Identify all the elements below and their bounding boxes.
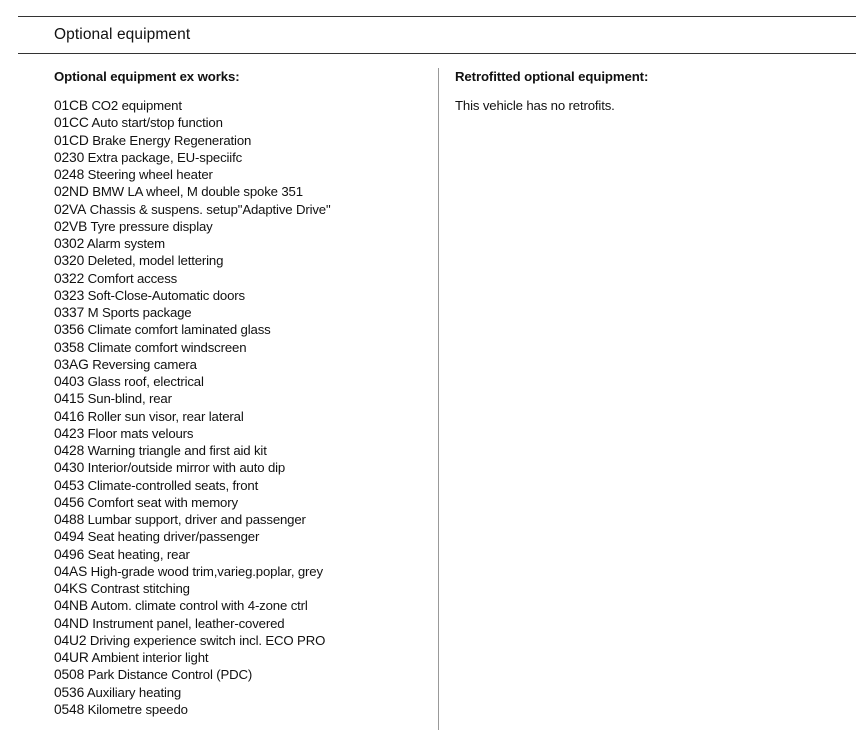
equipment-description: Floor mats velours: [87, 425, 194, 441]
equipment-description: Comfort access: [87, 270, 178, 286]
equipment-code: 0508: [54, 667, 85, 683]
equipment-code: 04AS: [54, 563, 88, 579]
equipment-item: [54, 356, 429, 373]
equipment-item: [54, 373, 429, 390]
equipment-item: [54, 597, 429, 614]
equipment-code: 0428: [54, 443, 85, 458]
equipment-item: [54, 546, 429, 563]
equipment-item: [54, 511, 429, 528]
equipment-item: [54, 166, 429, 183]
equipment-item: [54, 287, 429, 304]
equipment-description: Climate-controlled seats, front: [87, 477, 259, 493]
equipment-description: Roller sun visor, rear lateral: [87, 408, 244, 424]
equipment-item: [54, 425, 429, 442]
equipment-code: 0496: [54, 546, 85, 562]
equipment-code: 04KS: [54, 581, 88, 596]
equipment-item: [54, 390, 429, 407]
equipment-code: 0536: [54, 684, 85, 700]
retrofitted-column: [455, 69, 845, 114]
equipment-description: Deleted, model lettering: [87, 253, 224, 269]
equipment-code: 03AG: [54, 356, 89, 372]
equipment-description: High-grade wood trim,varieg.poplar, grey: [90, 563, 323, 579]
equipment-description: Brake Energy Regeneration: [92, 132, 252, 148]
equipment-code: 0415: [54, 391, 85, 407]
equipment-item: [54, 218, 429, 235]
equipment-description: Chassis & suspens. setup"Adaptive Drive": [89, 201, 331, 217]
equipment-description: Glass roof, electrical: [87, 374, 204, 389]
equipment-item: [54, 97, 429, 114]
equipment-code: 0323: [54, 287, 85, 303]
equipment-code: 0403: [54, 374, 85, 389]
equipment-description: Sun-blind, rear: [87, 391, 172, 407]
equipment-item: [54, 632, 429, 649]
equipment-code: 0453: [54, 477, 85, 493]
equipment-code: 0494: [54, 529, 85, 545]
equipment-description: Climate comfort windscreen: [87, 339, 247, 355]
equipment-code: 0430: [54, 460, 85, 476]
equipment-description: M Sports package: [87, 305, 192, 320]
equipment-description: Auxiliary heating: [86, 684, 182, 700]
equipment-code: 01CD: [54, 132, 89, 148]
equipment-code: 04U2: [54, 632, 87, 648]
equipment-description: Instrument panel, leather-covered: [92, 615, 285, 631]
equipment-item: [54, 321, 429, 338]
retrofitted-heading: Retrofitted optional equipment:: [455, 69, 649, 84]
column-divider: [438, 68, 439, 730]
equipment-item: [54, 270, 429, 287]
equipment-code: 04ND: [54, 615, 89, 631]
equipment-code: 0320: [54, 253, 85, 269]
equipment-item: [54, 563, 429, 580]
equipment-description: Seat heating, rear: [87, 546, 190, 562]
equipment-item: [54, 408, 429, 425]
equipment-code: 0248: [54, 167, 85, 182]
equipment-item: [54, 494, 429, 511]
equipment-code: 0356: [54, 322, 85, 338]
equipment-item: [54, 442, 429, 459]
equipment-item: [54, 580, 429, 597]
equipment-item: [54, 339, 429, 356]
equipment-code: 0322: [54, 270, 85, 286]
equipment-code: 0358: [54, 339, 85, 355]
equipment-description: Contrast stitching: [90, 581, 190, 596]
equipment-code: 0423: [54, 425, 85, 441]
equipment-item: [54, 684, 429, 701]
section-title: Optional equipment: [54, 26, 191, 43]
equipment-description: Reversing camera: [92, 356, 197, 372]
equipment-item: [54, 201, 429, 218]
equipment-description: Comfort seat with memory: [87, 494, 238, 510]
equipment-description: Park Distance Control (PDC): [87, 667, 253, 683]
equipment-code: 02VB: [54, 218, 88, 234]
equipment-item: [54, 528, 429, 545]
equipment-description: Autom. climate control with 4-zone ctrl: [90, 598, 308, 614]
equipment-description: Climate comfort laminated glass: [87, 322, 271, 338]
equipment-description: Tyre pressure display: [90, 218, 213, 234]
equipment-description: Extra package, EU-speciifc: [87, 149, 243, 165]
equipment-code: 0230: [54, 149, 85, 165]
equipment-code: 04UR: [54, 650, 89, 665]
equipment-item: [54, 666, 429, 683]
equipment-item: [54, 477, 429, 494]
equipment-code: 0548: [54, 701, 85, 717]
equipment-code: 0302: [54, 236, 85, 251]
ex-works-heading: Optional equipment ex works:: [54, 69, 240, 84]
equipment-item: [54, 615, 429, 632]
equipment-description: Steering wheel heater: [87, 167, 213, 182]
equipment-description: Auto start/stop function: [91, 115, 223, 131]
equipment-item: [54, 183, 429, 200]
ex-works-column: [54, 69, 429, 718]
header-bottom-rule: [18, 53, 856, 54]
equipment-item: [54, 149, 429, 166]
equipment-description: BMW LA wheel, M double spoke 351: [92, 184, 303, 200]
equipment-description: Seat heating driver/passenger: [87, 529, 260, 545]
equipment-code: 0488: [54, 512, 85, 527]
equipment-code: 02ND: [54, 184, 89, 200]
retrofitted-note: This vehicle has no retrofits.: [455, 98, 615, 113]
equipment-code: 01CC: [54, 115, 89, 131]
equipment-description: CO2 equipment: [91, 98, 182, 113]
equipment-description: Interior/outside mirror with auto dip: [87, 460, 286, 476]
header-top-rule: [18, 16, 856, 17]
equipment-description: Warning triangle and first aid kit: [87, 443, 267, 458]
equipment-item: [54, 235, 429, 252]
equipment-code: 01CB: [54, 98, 88, 113]
equipment-item: [54, 701, 429, 718]
equipment-item: [54, 459, 429, 476]
equipment-item: [54, 649, 429, 666]
equipment-item: [54, 114, 429, 131]
equipment-description: Lumbar support, driver and passenger: [87, 512, 306, 527]
equipment-code: 02VA: [54, 201, 87, 217]
equipment-item: [54, 304, 429, 321]
equipment-description: Driving experience switch incl. ECO PRO: [89, 632, 326, 648]
equipment-description: Kilometre speedo: [87, 701, 188, 717]
equipment-code: 0337: [54, 305, 85, 320]
equipment-item: [54, 132, 429, 149]
equipment-description: Alarm system: [86, 236, 165, 251]
equipment-description: Soft-Close-Automatic doors: [87, 287, 245, 303]
equipment-code: 04NB: [54, 598, 88, 614]
equipment-code: 0456: [54, 494, 85, 510]
ex-works-list: [54, 97, 429, 718]
equipment-item: [54, 252, 429, 269]
equipment-description: Ambient interior light: [91, 650, 209, 665]
equipment-code: 0416: [54, 408, 85, 424]
